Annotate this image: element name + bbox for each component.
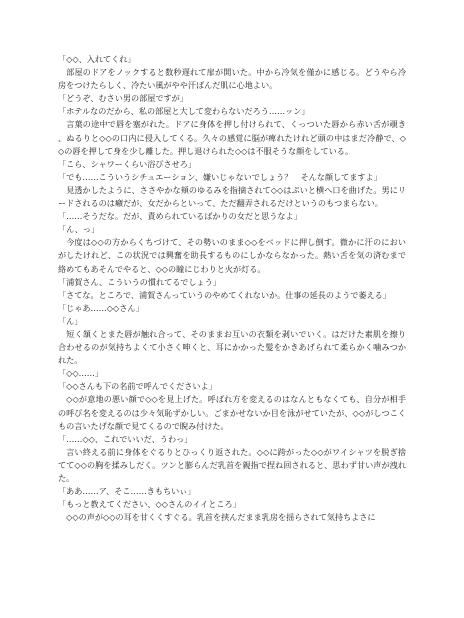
dialogue-line: 「どうぞ、むさい男の部屋ですが」: [58, 93, 188, 104]
narration-paragraph: 見透かしたように、ささやかな頬のゆるみを指摘されて◇◇はぷいと横へ口を曲げた。男にリードされるのは癪だが、女だからといって、ただ翻弄されるだけというのもつまらない。: [58, 184, 406, 209]
narration-paragraph: 言葉の途中で唇を塞がれた。ドアに身体を押し付けられて、くっついた唇から赤い舌が覗き、ぬるりと◇◇の口内に侵入してくる。久々の感覚に脳が痺れたけれど頭の中はまだ冷静で、◇◇の唇を押して身を少し離した。押し退けられた◇◇は不服そうな顔をしている。: [58, 119, 406, 156]
dialogue-line: 「浦賀さん、こういうの慣れてるでしょう」: [58, 276, 221, 287]
dialogue-line: 「◇◇、入れてくれ」: [58, 54, 136, 64]
dialogue-line: 「じゃあ……◇◇さん」: [58, 302, 144, 313]
dialogue-line: 「ホテルなのだから、私の部屋と大して変わらないだろう……ッン」: [58, 106, 310, 117]
dialogue-line: 「ん、っ」: [58, 224, 100, 235]
dialogue-line: 「……そうだな。だが、責められているばかりの女だと思うなよ」: [58, 211, 302, 222]
narration-paragraph: ◇◇の声が◇◇の耳を甘くくすぐる。乳首を挟んだまま乳房を揺らされて気持ちよさに: [66, 512, 376, 523]
narration-paragraph: 言い終える前に身体をぐるりとひっくり返された。◇◇に跨がった◇◇がワイシャツを脱ぎ捨てて◇◇の胸を揉みしだく。ツンと膨らんだ乳首を親指で捏ね回されると、思わず甘い声が洩れた。: [58, 446, 406, 483]
dialogue-line: 「……◇◇、これでいいだ、うわっ」: [58, 433, 193, 444]
dialogue-line: 「さてな。ところで、浦賀さんっていうのやめてくれないか。仕事の延長のようで萎える」: [58, 289, 391, 300]
dialogue-line: 「ん」: [58, 315, 83, 326]
narration-paragraph: 部屋のドアをノックすると数秒遅れて扉が開いた。中から冷気を僅かに感じる。どうやら冷房をつけたらしく、冷たい風がやや汗ばんだ肌に心地よい。: [58, 67, 406, 91]
dialogue-line: 「こら、シャワーくらい浴びさせろ」: [58, 158, 196, 169]
dialogue-line: 「◇◇……」: [58, 368, 103, 379]
dialogue-line: 「もっと教えてください、◇◇さんのイイところ」: [58, 499, 241, 510]
dialogue-line: 「◇◇さんも下の名前で呼んでくださいよ」: [58, 381, 217, 392]
dialogue-line: 「でも……こういうシチュエーション、嫌いじゃないでしょう？ そんな顔してますよ」: [58, 171, 382, 182]
narration-paragraph: 短く頷くとまた唇が触れ合って、そのままお互いの衣類を剥いでいく。はだけた素肌を擦り合わせるのが気持ちよくて小さく呻くと、耳にかかった髪をかきあげられて柔らかく噛みつかれた。: [58, 328, 406, 366]
narration-paragraph: ◇◇が意地の悪い顔で◇◇を見上げた。呼ばれ方を変えるのはなんともなくても、自分が相手の呼び名を変えるのは少々気恥ずかしい。ごまかせないか目を泳がせていたが、◇◇がしつこくもの言いたげな顔で見てくるので睨み付けた。: [58, 394, 406, 431]
narration-paragraph: 今度は◇◇の方からくちづけて、その勢いのまま◇◇をベッドに押し倒す。微かに汗のにおいがしたけれど、この状況では興奮を助長するものにしかならなかった。熱い舌を気の済むまで絡めてもあそんでやると、◇◇の瞳にじわりと火が灯る。: [58, 237, 406, 274]
body-text: [58, 53, 406, 524]
dialogue-line: 「ああ……ア、そこ……きもちいぃ」: [58, 486, 196, 497]
